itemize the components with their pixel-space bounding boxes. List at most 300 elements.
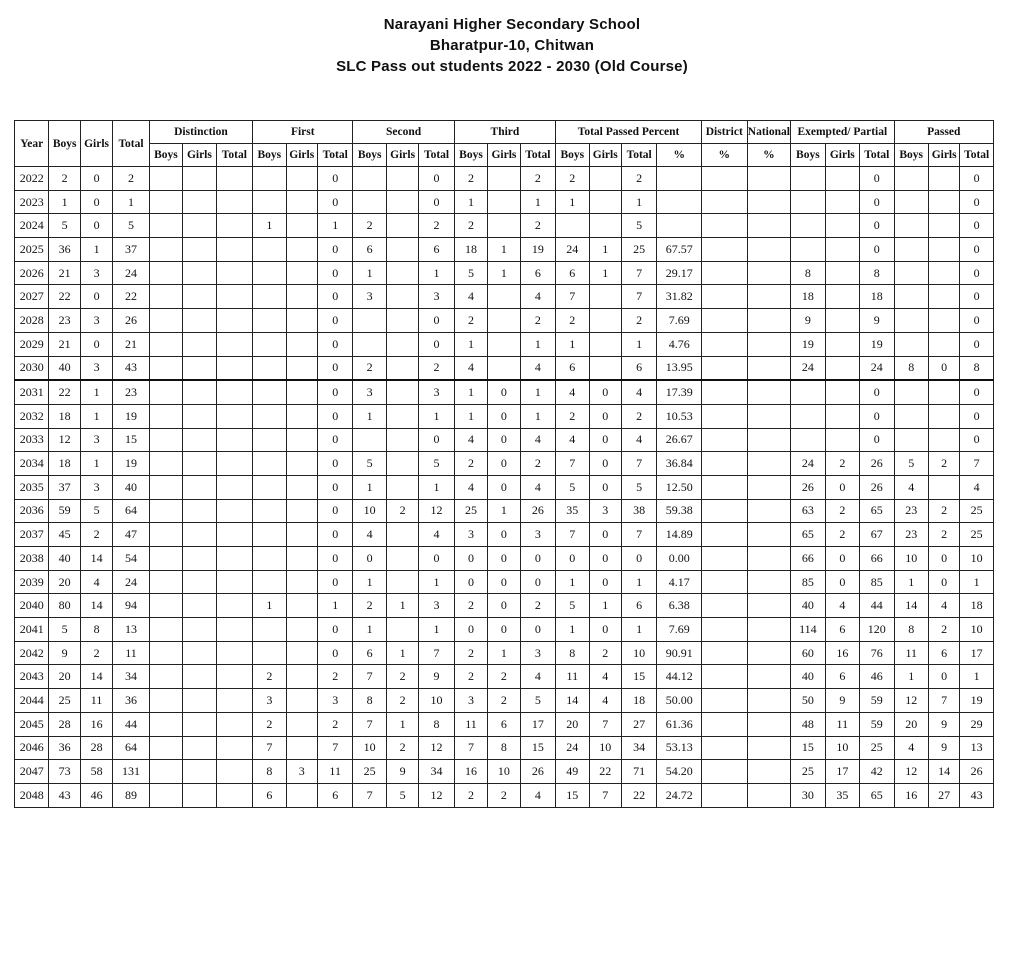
table-cell [386,214,418,238]
table-cell [216,641,252,665]
table-cell: 4 [894,736,928,760]
table-cell: 0 [488,523,520,547]
table-cell: 1 [960,665,994,689]
col-year: Year [15,121,49,167]
table-cell [216,618,252,642]
table-cell [216,475,252,499]
table-cell [286,641,317,665]
table-cell: 0 [488,475,520,499]
table-cell [589,309,621,333]
table-cell: 12.50 [657,475,702,499]
table-cell: 1 [894,570,928,594]
table-cell: 14 [80,547,112,571]
table-cell [216,736,252,760]
table-cell: 59.38 [657,499,702,523]
table-cell [894,332,928,356]
table-cell: 10 [488,760,520,784]
table-cell: 7 [928,689,959,713]
table-cell: 20 [49,570,80,594]
table-cell [216,356,252,380]
table-cell: 1 [621,570,656,594]
table-cell [183,712,216,736]
table-cell: 4 [520,475,555,499]
table-cell: 34 [419,760,454,784]
table-cell: 5 [386,783,418,807]
table-cell: 4.17 [657,570,702,594]
table-cell: 5 [556,475,589,499]
table-cell: 2 [454,309,487,333]
table-row [15,712,994,736]
table-cell: 4 [556,428,589,452]
table-cell [216,238,252,262]
table-cell: 2 [253,665,286,689]
table-cell [701,404,747,428]
table-cell: 3 [353,380,386,404]
year-cell: 2028 [15,309,49,333]
year-cell: 2027 [15,285,49,309]
table-cell: 0 [317,190,352,214]
table-cell: 66 [860,547,894,571]
table-cell [253,570,286,594]
table-cell: 73 [49,760,80,784]
table-cell [216,760,252,784]
table-cell: 0 [960,214,994,238]
table-cell: 23 [894,523,928,547]
table-cell: 5 [80,499,112,523]
table-cell: 46 [860,665,894,689]
table-cell: 0 [317,618,352,642]
table-cell: 10 [353,499,386,523]
table-cell [657,190,702,214]
table-cell: 1 [488,238,520,262]
table-cell: 61.36 [657,712,702,736]
table-row [15,594,994,618]
table-cell [353,332,386,356]
table-cell [701,570,747,594]
table-cell [149,332,182,356]
table-row [15,689,994,713]
table-cell [386,523,418,547]
table-cell [253,238,286,262]
table-cell: 5 [894,452,928,476]
table-cell [216,712,252,736]
table-cell: 0 [860,428,894,452]
table-cell: 4 [520,356,555,380]
table-cell [701,712,747,736]
table-cell [183,309,216,333]
table-row [15,499,994,523]
table-cell: 2 [928,523,959,547]
table-cell: 19 [960,689,994,713]
table-cell [216,190,252,214]
table-cell: 22 [49,285,80,309]
table-cell: 4 [454,428,487,452]
table-cell: 1 [894,665,928,689]
table-row [15,261,994,285]
table-cell: 10 [589,736,621,760]
table-cell [353,428,386,452]
table-cell: 24 [556,238,589,262]
table-cell: 3 [80,428,112,452]
table-cell: 67.57 [657,238,702,262]
table-cell: 0 [419,332,454,356]
table-cell [747,214,791,238]
table-cell: 15 [113,428,149,452]
table-cell: 1 [589,261,621,285]
table-cell: 50 [791,689,825,713]
table-cell: 7 [556,523,589,547]
sub-total: Total [860,144,894,167]
sub-girls: Girls [589,144,621,167]
table-cell [928,238,959,262]
table-cell [701,380,747,404]
table-cell: 21 [113,332,149,356]
table-cell: 7 [353,712,386,736]
table-cell: 2 [353,356,386,380]
table-cell [701,665,747,689]
table-cell: 0 [589,475,621,499]
table-cell: 46 [80,783,112,807]
table-cell [589,167,621,191]
table-cell: 4 [520,783,555,807]
table-cell: 40 [49,547,80,571]
table-cell [149,285,182,309]
table-cell [216,309,252,333]
table-cell [286,309,317,333]
table-cell: 3 [454,523,487,547]
table-cell: 6 [419,238,454,262]
sub-total: Total [317,144,352,167]
table-cell [701,618,747,642]
table-cell [488,356,520,380]
table-cell [149,760,182,784]
table-cell [286,261,317,285]
table-cell: 25 [791,760,825,784]
table-cell [657,214,702,238]
table-cell: 18 [49,404,80,428]
sub-total: Total [520,144,555,167]
table-cell [701,309,747,333]
table-cell: 4 [520,428,555,452]
table-cell: 36.84 [657,452,702,476]
table-cell: 3 [253,689,286,713]
table-cell: 2 [49,167,80,191]
table-cell: 1 [419,404,454,428]
table-cell: 0 [960,238,994,262]
sub-girls: Girls [183,144,216,167]
table-cell: 0 [317,167,352,191]
table-cell: 0 [960,167,994,191]
table-cell [149,499,182,523]
table-row [15,665,994,689]
table-cell: 44 [113,712,149,736]
table-cell: 7.69 [657,309,702,333]
table-cell [386,547,418,571]
table-cell: 35 [825,783,859,807]
table-cell [183,594,216,618]
table-cell: 8 [488,736,520,760]
table-body [15,167,994,808]
table-cell: 1 [253,214,286,238]
results-table [14,120,994,808]
table-cell [149,404,182,428]
table-cell: 2 [621,404,656,428]
table-cell: 89 [113,783,149,807]
year-cell: 2031 [15,380,49,404]
table-cell: 0 [928,547,959,571]
table-cell [149,214,182,238]
year-cell: 2038 [15,547,49,571]
table-cell: 0 [589,428,621,452]
table-cell [894,190,928,214]
table-cell [149,261,182,285]
table-cell: 10.53 [657,404,702,428]
table-cell [747,547,791,571]
table-cell: 0 [928,356,959,380]
table-cell: 4 [419,523,454,547]
sub-boys: Boys [454,144,487,167]
group-second: Second [353,121,454,144]
year-cell: 2040 [15,594,49,618]
table-cell [701,475,747,499]
table-cell [386,428,418,452]
table-cell [216,523,252,547]
table-cell: 16 [825,641,859,665]
table-cell [825,332,859,356]
year-cell: 2034 [15,452,49,476]
table-cell: 0 [488,452,520,476]
table-cell: 1 [520,380,555,404]
table-cell: 2 [928,499,959,523]
table-cell [747,167,791,191]
table-cell: 6 [353,641,386,665]
group-first: First [253,121,353,144]
table-cell [286,736,317,760]
table-cell: 26 [791,475,825,499]
table-cell: 3 [419,285,454,309]
table-cell: 25 [49,689,80,713]
table-row [15,570,994,594]
table-cell [386,285,418,309]
table-cell [701,736,747,760]
table-cell: 34 [621,736,656,760]
table-cell: 18 [49,452,80,476]
table-cell: 15 [556,783,589,807]
table-cell: 24 [791,452,825,476]
table-cell [488,309,520,333]
table-cell [386,332,418,356]
table-cell: 12 [894,760,928,784]
table-cell [928,380,959,404]
table-cell: 1 [520,332,555,356]
year-cell: 2046 [15,736,49,760]
table-cell [216,380,252,404]
year-cell: 2025 [15,238,49,262]
table-cell: 36 [113,689,149,713]
table-cell [149,712,182,736]
table-cell: 28 [80,736,112,760]
report-title: SLC Pass out students 2022 - 2030 (Old Course) [336,58,688,75]
table-cell: 0 [419,167,454,191]
table-cell: 94 [113,594,149,618]
table-cell: 23 [894,499,928,523]
table-cell: 120 [860,618,894,642]
table-cell: 7 [556,285,589,309]
table-cell [747,618,791,642]
table-cell: 1 [556,618,589,642]
table-cell [825,309,859,333]
table-cell [825,214,859,238]
table-cell: 7 [621,452,656,476]
table-row [15,736,994,760]
table-cell [253,452,286,476]
table-cell: 59 [860,689,894,713]
table-cell: 65 [860,499,894,523]
table-cell: 3 [80,475,112,499]
table-cell: 20 [556,712,589,736]
table-cell [183,261,216,285]
table-cell [488,190,520,214]
table-cell: 0 [825,570,859,594]
table-cell [386,190,418,214]
group-passed: Passed [894,121,994,144]
table-cell [149,238,182,262]
table-cell [825,238,859,262]
table-cell: 21 [49,332,80,356]
table-cell: 7 [960,452,994,476]
table-cell [149,570,182,594]
table-cell [286,712,317,736]
table-cell: 1 [488,499,520,523]
table-cell: 17 [520,712,555,736]
table-cell: 1 [253,594,286,618]
table-cell: 11 [317,760,352,784]
table-cell: 12 [894,689,928,713]
table-cell: 1 [488,261,520,285]
table-cell: 0 [860,214,894,238]
table-cell: 26 [960,760,994,784]
table-cell: 9 [49,641,80,665]
table-cell [286,475,317,499]
table-cell: 25 [353,760,386,784]
table-cell [386,452,418,476]
table-cell: 4 [353,523,386,547]
table-cell: 6 [353,238,386,262]
table-cell: 1 [386,594,418,618]
table-cell: 44 [860,594,894,618]
table-cell: 64 [113,736,149,760]
table-cell [747,665,791,689]
table-cell: 27 [621,712,656,736]
table-cell: 2 [353,214,386,238]
table-cell: 0 [317,547,352,571]
sub-girls: Girls [386,144,418,167]
table-row [15,356,994,380]
table-cell: 9 [860,309,894,333]
table-cell: 1 [960,570,994,594]
table-cell: 36 [49,238,80,262]
table-cell: 2 [556,167,589,191]
table-cell [149,689,182,713]
table-cell: 44.12 [657,665,702,689]
sub-total: Total [216,144,252,167]
table-cell [747,594,791,618]
table-cell: 20 [894,712,928,736]
year-cell: 2035 [15,475,49,499]
table-cell [253,523,286,547]
table-cell: 0 [556,547,589,571]
table-cell [747,452,791,476]
table-cell: 0 [317,380,352,404]
sub-total: Total [621,144,656,167]
table-cell: 19 [520,238,555,262]
table-cell: 71 [621,760,656,784]
table-cell: 4 [621,380,656,404]
table-cell: 85 [791,570,825,594]
table-cell: 1 [454,404,487,428]
table-cell: 18 [791,285,825,309]
table-cell: 0 [589,618,621,642]
table-cell: 0 [960,285,994,309]
table-cell: 0 [317,428,352,452]
table-cell: 0 [960,309,994,333]
table-cell: 14 [80,594,112,618]
table-cell: 17 [825,760,859,784]
table-cell [825,167,859,191]
table-cell: 0 [960,404,994,428]
table-cell: 1 [556,190,589,214]
table-cell: 65 [860,783,894,807]
table-cell [253,167,286,191]
table-cell: 1 [621,332,656,356]
table-cell: 18 [454,238,487,262]
table-row [15,167,994,191]
table-cell: 9 [928,712,959,736]
table-cell [353,167,386,191]
table-cell: 31.82 [657,285,702,309]
table-cell: 37 [49,475,80,499]
table-cell: 5 [113,214,149,238]
table-cell: 2 [825,523,859,547]
table-cell [701,783,747,807]
table-cell [894,214,928,238]
table-cell: 4 [454,285,487,309]
table-cell: 2 [621,167,656,191]
table-cell [791,190,825,214]
sub-girls: Girls [928,144,959,167]
table-cell [701,760,747,784]
table-cell [791,238,825,262]
table-cell: 5 [49,214,80,238]
table-cell: 4 [520,665,555,689]
table-row [15,404,994,428]
table-cell [183,428,216,452]
table-row [15,618,994,642]
table-cell [791,404,825,428]
table-cell [386,238,418,262]
table-row [15,332,994,356]
year-cell: 2036 [15,499,49,523]
table-cell [216,332,252,356]
table-cell [183,356,216,380]
table-cell [216,783,252,807]
table-cell: 0 [317,309,352,333]
table-cell: 2 [113,167,149,191]
table-cell [386,356,418,380]
table-cell [701,452,747,476]
table-cell: 0 [419,309,454,333]
group-distinction: Distinction [149,121,252,144]
